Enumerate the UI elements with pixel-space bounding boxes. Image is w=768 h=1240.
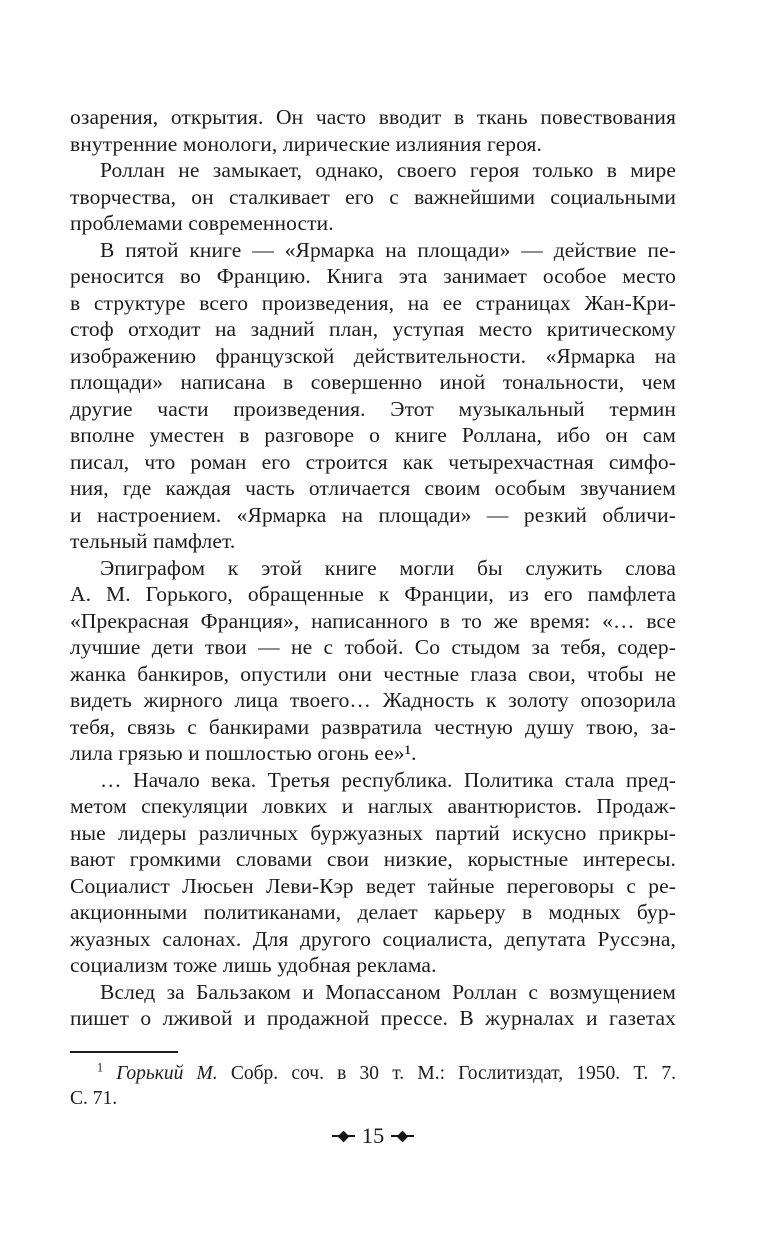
text-line: Вслед за Бальзаком и Мопассаном Роллан с возмущением xyxy=(100,979,676,1004)
text-line: «Прекрасная Франция», написанного в то же время: «… все xyxy=(70,608,676,633)
text-line: социализм тоже лишь удобная реклама. xyxy=(70,953,437,977)
diamond-ornament-icon xyxy=(391,1132,414,1141)
paragraph xyxy=(70,237,676,555)
text-line: В пятой книге — «Ярмарка на площади» — действие пе- xyxy=(100,237,676,262)
text-line: видеть жирного лица твоего… Жадность к золоту опозорила xyxy=(70,688,676,712)
text-line: озарения, открытия. Он часто вводит в ткань повествования xyxy=(70,105,676,129)
footnote-author: Горький М. xyxy=(116,1063,218,1084)
text-line: тельный памфлет. xyxy=(70,529,236,553)
text-line: реносится во Францию. Книга эта занимает особое место xyxy=(70,264,676,288)
footnote-rule xyxy=(70,1051,178,1053)
paragraph xyxy=(70,979,676,1032)
text-line: акционными политиканами, делает карьеру в модных бур- xyxy=(70,900,676,924)
text-line: площади» написана в совершенно иной тональности, чем xyxy=(70,370,676,394)
text-line: проблемами современности. xyxy=(70,211,334,235)
paragraph xyxy=(70,767,676,979)
text-line: изображению французской действительности. «Ярмарка на xyxy=(70,343,676,368)
paragraph xyxy=(70,157,676,237)
text-line: Социалист Люсьен Леви-Кэр ведет тайные переговоры с ре- xyxy=(70,873,676,898)
text-line: вполне уместен в разговоре о книге Роллана, ибо он сам xyxy=(70,423,676,447)
page-number: 15 xyxy=(361,1123,385,1148)
text-line: другие части произведения. Этот музыкальный термин xyxy=(70,396,676,421)
text-line: А. М. Горького, обращенные к Франции, из его памфлета xyxy=(70,582,676,606)
text-line: Роллан не замыкает, однако, своего героя только в мире xyxy=(100,158,676,182)
text-line: и настроением. «Ярмарка на площади» — резкий обличи- xyxy=(70,502,676,527)
text-line: в структуре всего произведения, на ее страницах Жан-Кри- xyxy=(70,290,676,315)
footnote-text: Собр. соч. в 30 т. М.: Гослитиздат, 1950. Т. 7. xyxy=(230,1063,677,1084)
text-line: писал, что роман его строится как четырехчастная симфо- xyxy=(70,449,676,474)
body-text xyxy=(70,104,676,1032)
footnote-line: С. 71. xyxy=(70,1088,118,1109)
text-line: метом спекуляции ловких и наглых авантюристов. Продаж- xyxy=(70,794,676,818)
text-line: Эпиграфом к этой книге могли бы служить слова xyxy=(100,555,676,580)
text-line: лила грязью и пошлостью огонь ее»¹. xyxy=(70,741,417,765)
text-line: стоф отходит на задний план, уступая место критическому xyxy=(70,317,676,341)
text-line: ные лидеры различных буржуазных партий искусно прикры- xyxy=(70,820,676,845)
text-line: лучшие дети твои — не с тобой. Со стыдом за тебя, содер- xyxy=(70,635,676,659)
footnote-line xyxy=(70,1061,676,1086)
text-line: жанка банкиров, опустили они честные глаза свои, чтобы не xyxy=(70,661,676,686)
paragraph xyxy=(70,555,676,767)
paragraph xyxy=(70,104,676,157)
footnote-marker: 1 xyxy=(97,1060,104,1075)
diamond-ornament-icon xyxy=(332,1132,355,1141)
text-line: творчества, он сталкивает его с важнейшими социальными xyxy=(70,184,676,209)
text-line: пишет о лживой и продажной прессе. В журналах и газетах xyxy=(70,1006,676,1030)
text-line: … Начало века. Третья республика. Политика стала пред- xyxy=(100,767,676,792)
text-line: ния, где каждая часть отличается своим особым звучанием xyxy=(70,476,676,500)
text-line: вают громкими словами свои низкие, корыстные интересы. xyxy=(70,847,676,871)
footnote xyxy=(70,1051,676,1111)
text-line: жуазных салонах. Для другого социалиста, депутата Руссэна, xyxy=(70,926,676,951)
page-number-row xyxy=(70,1122,676,1150)
text-line: внутренние монологи, лирические излияния героя. xyxy=(70,131,542,156)
text-line: тебя, связь с банкирами развратила честную душу твою, за- xyxy=(70,714,676,739)
